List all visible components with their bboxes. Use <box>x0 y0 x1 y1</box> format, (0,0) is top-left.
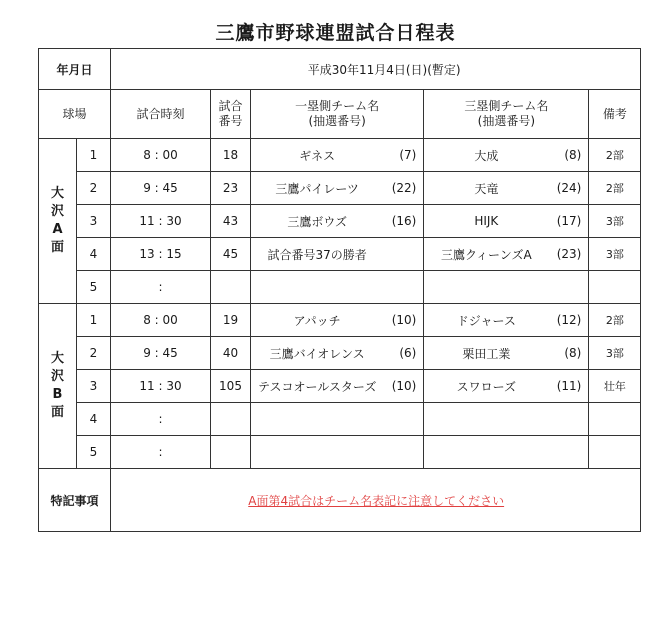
row-number: 3 <box>77 205 111 238</box>
away-team-name: HIJK <box>474 214 499 228</box>
home-team-cell <box>251 304 424 337</box>
row-number: 1 <box>77 139 111 172</box>
remarks-cell <box>589 436 641 469</box>
remarks-cell: 2部 <box>589 172 641 205</box>
match-time: : <box>111 403 211 436</box>
notes-label: 特記事項 <box>39 469 111 532</box>
venue-name: 大沢A面 <box>39 139 77 304</box>
home-team-lot: (7) <box>399 148 417 162</box>
header-venue: 球場 <box>39 90 111 139</box>
home-team-name: ギネス <box>299 148 336 163</box>
home-team-cell <box>251 436 424 469</box>
match-time: 8 : 00 <box>111 304 211 337</box>
home-team-lot: (22) <box>391 181 417 195</box>
date-row <box>39 49 641 90</box>
away-team-name: 三鷹クィーンズA <box>441 247 532 262</box>
row-number: 4 <box>77 403 111 436</box>
home-team-name: 試合番号37の勝者 <box>267 247 367 262</box>
away-team-cell <box>424 436 589 469</box>
notes-cell <box>111 469 641 532</box>
match-time: 11 : 30 <box>111 370 211 403</box>
match-number <box>211 271 251 304</box>
match-number: 18 <box>211 139 251 172</box>
away-team-lot: (23) <box>556 247 582 261</box>
home-team-cell <box>251 271 424 304</box>
table-row <box>39 205 641 238</box>
table-row <box>39 436 641 469</box>
table-row <box>39 139 641 172</box>
match-time: 11 : 30 <box>111 205 211 238</box>
row-number: 5 <box>77 436 111 469</box>
match-time: 13 : 15 <box>111 238 211 271</box>
match-time: 9 : 45 <box>111 337 211 370</box>
remarks-cell: 3部 <box>589 238 641 271</box>
header-time: 試合時刻 <box>111 90 211 139</box>
row-number: 4 <box>77 238 111 271</box>
match-time: : <box>111 271 211 304</box>
table-row <box>39 172 641 205</box>
away-team-name: ドジャース <box>456 313 516 328</box>
header-away-team: 三塁側チーム名 (抽選番号) <box>424 90 589 139</box>
home-team-cell <box>251 403 424 436</box>
row-number: 5 <box>77 271 111 304</box>
match-number <box>211 436 251 469</box>
table-row <box>39 370 641 403</box>
remarks-cell: 3部 <box>589 337 641 370</box>
away-team-cell <box>424 238 589 271</box>
match-number: 105 <box>211 370 251 403</box>
away-team-lot: (24) <box>556 181 582 195</box>
match-number: 40 <box>211 337 251 370</box>
table-row <box>39 337 641 370</box>
away-team-cell <box>424 370 589 403</box>
away-team-cell <box>424 205 589 238</box>
remarks-cell <box>589 403 641 436</box>
away-team-cell <box>424 172 589 205</box>
header-remarks: 備考 <box>589 90 641 139</box>
match-number <box>211 403 251 436</box>
home-team-cell <box>251 370 424 403</box>
match-number: 23 <box>211 172 251 205</box>
date-value: 平成30年11月4日(日)(暫定) <box>111 49 641 90</box>
home-team-lot: (6) <box>399 346 417 360</box>
home-team-lot: (16) <box>391 214 417 228</box>
away-team-name: スワローズ <box>456 379 517 394</box>
match-time: 9 : 45 <box>111 172 211 205</box>
header-home-team: 一塁側チーム名 (抽選番号) <box>251 90 424 139</box>
header-match-no: 試合 番号 <box>211 90 251 139</box>
home-team-cell <box>251 205 424 238</box>
venue-name: 大沢B面 <box>39 304 77 469</box>
row-number: 1 <box>77 304 111 337</box>
home-team-cell <box>251 139 424 172</box>
remarks-cell: 2部 <box>589 304 641 337</box>
away-team-lot: (8) <box>564 148 582 162</box>
away-team-cell <box>424 139 589 172</box>
row-number: 2 <box>77 172 111 205</box>
away-team-lot: (17) <box>556 214 582 228</box>
table-row <box>39 238 641 271</box>
schedule-table <box>38 48 641 532</box>
match-time: 8 : 00 <box>111 139 211 172</box>
home-team-cell <box>251 172 424 205</box>
home-team-name: アパッチ <box>293 313 341 328</box>
table-row <box>39 304 641 337</box>
match-number: 43 <box>211 205 251 238</box>
match-time: : <box>111 436 211 469</box>
notes-text: A面第4試合はチーム名表記に注意してください <box>248 493 505 508</box>
remarks-cell: 2部 <box>589 139 641 172</box>
row-number: 2 <box>77 337 111 370</box>
away-team-cell <box>424 403 589 436</box>
remarks-cell: 壮年 <box>589 370 641 403</box>
away-team-cell <box>424 271 589 304</box>
away-team-name: 栗田工業 <box>462 346 511 361</box>
date-label: 年月日 <box>39 49 111 90</box>
home-team-lot: (10) <box>391 313 417 327</box>
away-team-lot: (11) <box>556 379 582 393</box>
header-row <box>39 90 641 139</box>
match-number: 45 <box>211 238 251 271</box>
match-number: 19 <box>211 304 251 337</box>
away-team-lot: (8) <box>564 346 582 360</box>
row-number: 3 <box>77 370 111 403</box>
table-row <box>39 271 641 304</box>
home-team-cell <box>251 238 424 271</box>
home-team-name: 三鷹ボウズ <box>287 214 347 229</box>
remarks-cell <box>589 271 641 304</box>
home-team-lot: (10) <box>391 379 417 393</box>
home-team-name: テスコオールスターズ <box>258 379 377 394</box>
table-row <box>39 403 641 436</box>
home-team-name: 三鷹パイレーツ <box>275 181 359 196</box>
home-team-name: 三鷹バイオレンス <box>269 346 365 361</box>
home-team-cell <box>251 337 424 370</box>
away-team-name: 大成 <box>474 148 499 163</box>
notes-row <box>39 469 641 532</box>
document-title: 三鷹市野球連盟試合日程表 <box>215 22 456 44</box>
away-team-cell <box>424 337 589 370</box>
remarks-cell: 3部 <box>589 205 641 238</box>
away-team-lot: (12) <box>556 313 582 327</box>
away-team-cell <box>424 304 589 337</box>
away-team-name: 天竜 <box>474 181 499 196</box>
